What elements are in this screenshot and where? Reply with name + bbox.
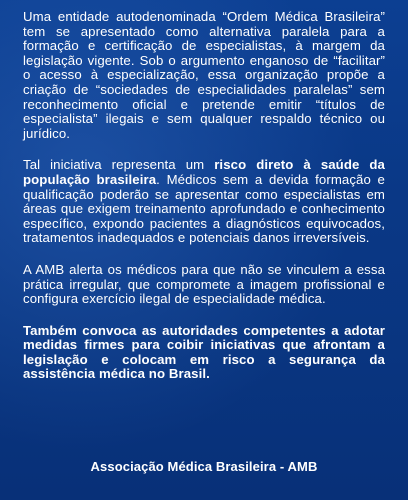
paragraph-health-risk-body: . Médicos sem a devida formação e qualificação poderão se apresentar como especialistas em áreas que exigem treinamento aprofundado e conhecimento específico, expondo pacientes a diagnósticos equivocados, tratamentos inadequados e potenciais danos irreversíveis. [23, 171, 385, 246]
paragraph-authorities-call: Também convoca as autoridades competentes a adotar medidas firmes para coibir iniciativas que afrontam a legislação e colocam em risco a segurança da assistência médica no Brasil. [23, 322, 385, 382]
paragraph-health-risk [23, 158, 385, 246]
paragraph-health-risk-intro: Tal iniciativa representa um [23, 157, 215, 173]
paragraph-amb-alert: A AMB alerta os médicos para que não se vinculem a essa prática irregular, que compromete a imagem profissional e configura exercício ilegal de especialidade médica. [23, 261, 385, 307]
health-risk-highlight: risco direto à saúde da população brasileira [23, 157, 385, 187]
paragraph-ordem-medica-warning: Uma entidade autodenominada “Ordem Médica Brasileira” tem se apresentado como alternativa paralela para a formação e certificação de especialistas, à margem da legislação vigente. Sob o argumento enganoso de “facilitar” o acesso à especialização, essa organização propõe a criação de “sociedades de especialidades paralelas” sem reconhecimento oficial e pretende emitir “títulos de especialista” ilegais e sem qualquer respaldo técnico ou jurídico. [23, 9, 385, 141]
footer-signature: Associação Médica Brasileira - AMB [90, 459, 318, 474]
